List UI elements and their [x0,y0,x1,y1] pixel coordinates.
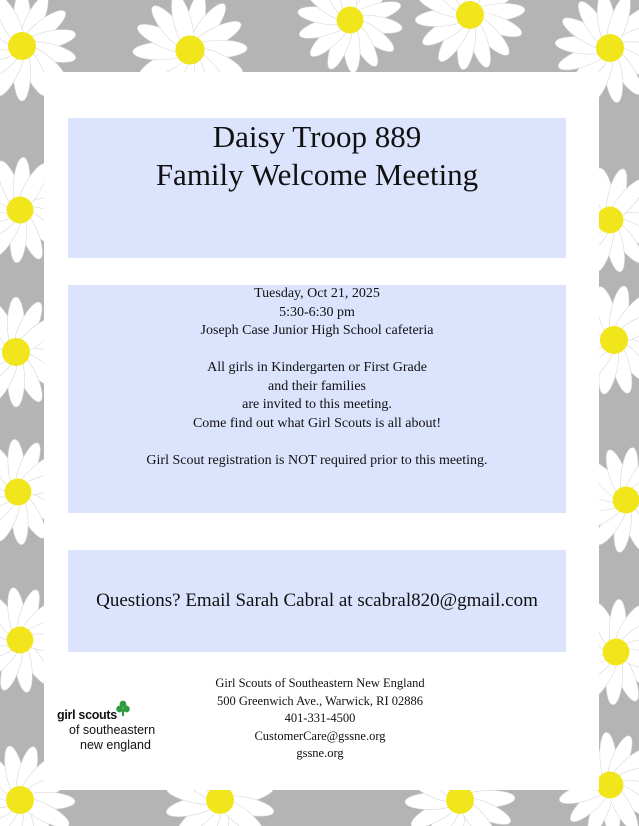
invite-line-1: All girls in Kindergarten or First Grade [207,360,427,375]
daisy-center [337,7,364,34]
trefoil-icon [116,700,130,716]
meeting-location: Joseph Case Junior High School cafeteria [200,323,434,338]
logo-line-1: girl scouts [57,708,117,722]
daisy-flower [297,0,404,73]
daisy-center [175,35,204,64]
daisy-flower [414,0,525,71]
invite-line-2: and their families [268,378,366,394]
registration-note: Girl Scout registration is NOT required prior to this meeting. [146,452,488,468]
daisy-center [597,772,624,799]
daisy-center [613,487,639,514]
footer-phone: 401-331-4500 [284,711,356,725]
footer-web: gssne.org [296,746,344,760]
spacer [68,341,566,360]
daisy-center [7,627,34,654]
daisy-center [206,786,234,814]
daisy-center [600,326,628,354]
details-panel [68,285,566,513]
logo-line-2: of southeastern [69,723,156,737]
meeting-time: 5:30-6:30 pm [279,304,355,320]
daisy-center [456,1,484,29]
daisy-center [7,197,34,224]
daisy-center [8,32,36,60]
questions-text: Questions? Email Sarah Cabral at scabral820@gmail.com [96,590,538,611]
meeting-title: Family Welcome Meeting [155,157,479,192]
questions-panel [68,550,566,652]
spacer [68,433,566,452]
daisy-center [6,786,34,814]
logo-line-3: new england [80,738,151,752]
troop-title: Daisy Troop 889 [212,119,422,154]
girl-scouts-logo [56,700,166,756]
invite-line-4: Come find out what Girl Scouts is all about! [192,415,442,431]
footer-address: 500 Greenwich Ave., Warwick, RI 02886 [216,693,424,708]
daisy-center [5,479,32,506]
daisy-center [597,207,624,234]
footer-contact [160,675,480,763]
meeting-date: Tuesday, Oct 21, 2025 [254,286,380,301]
daisy-center [2,338,30,366]
footer-org: Girl Scouts of Southeastern New England [215,676,425,690]
daisy-center [446,786,474,814]
footer-email: CustomerCare@gssne.org [254,728,386,743]
daisy-center [603,639,630,666]
daisy-center [596,34,624,62]
title-panel [68,118,566,258]
invite-line-3: are invited to this meeting. [242,397,392,412]
